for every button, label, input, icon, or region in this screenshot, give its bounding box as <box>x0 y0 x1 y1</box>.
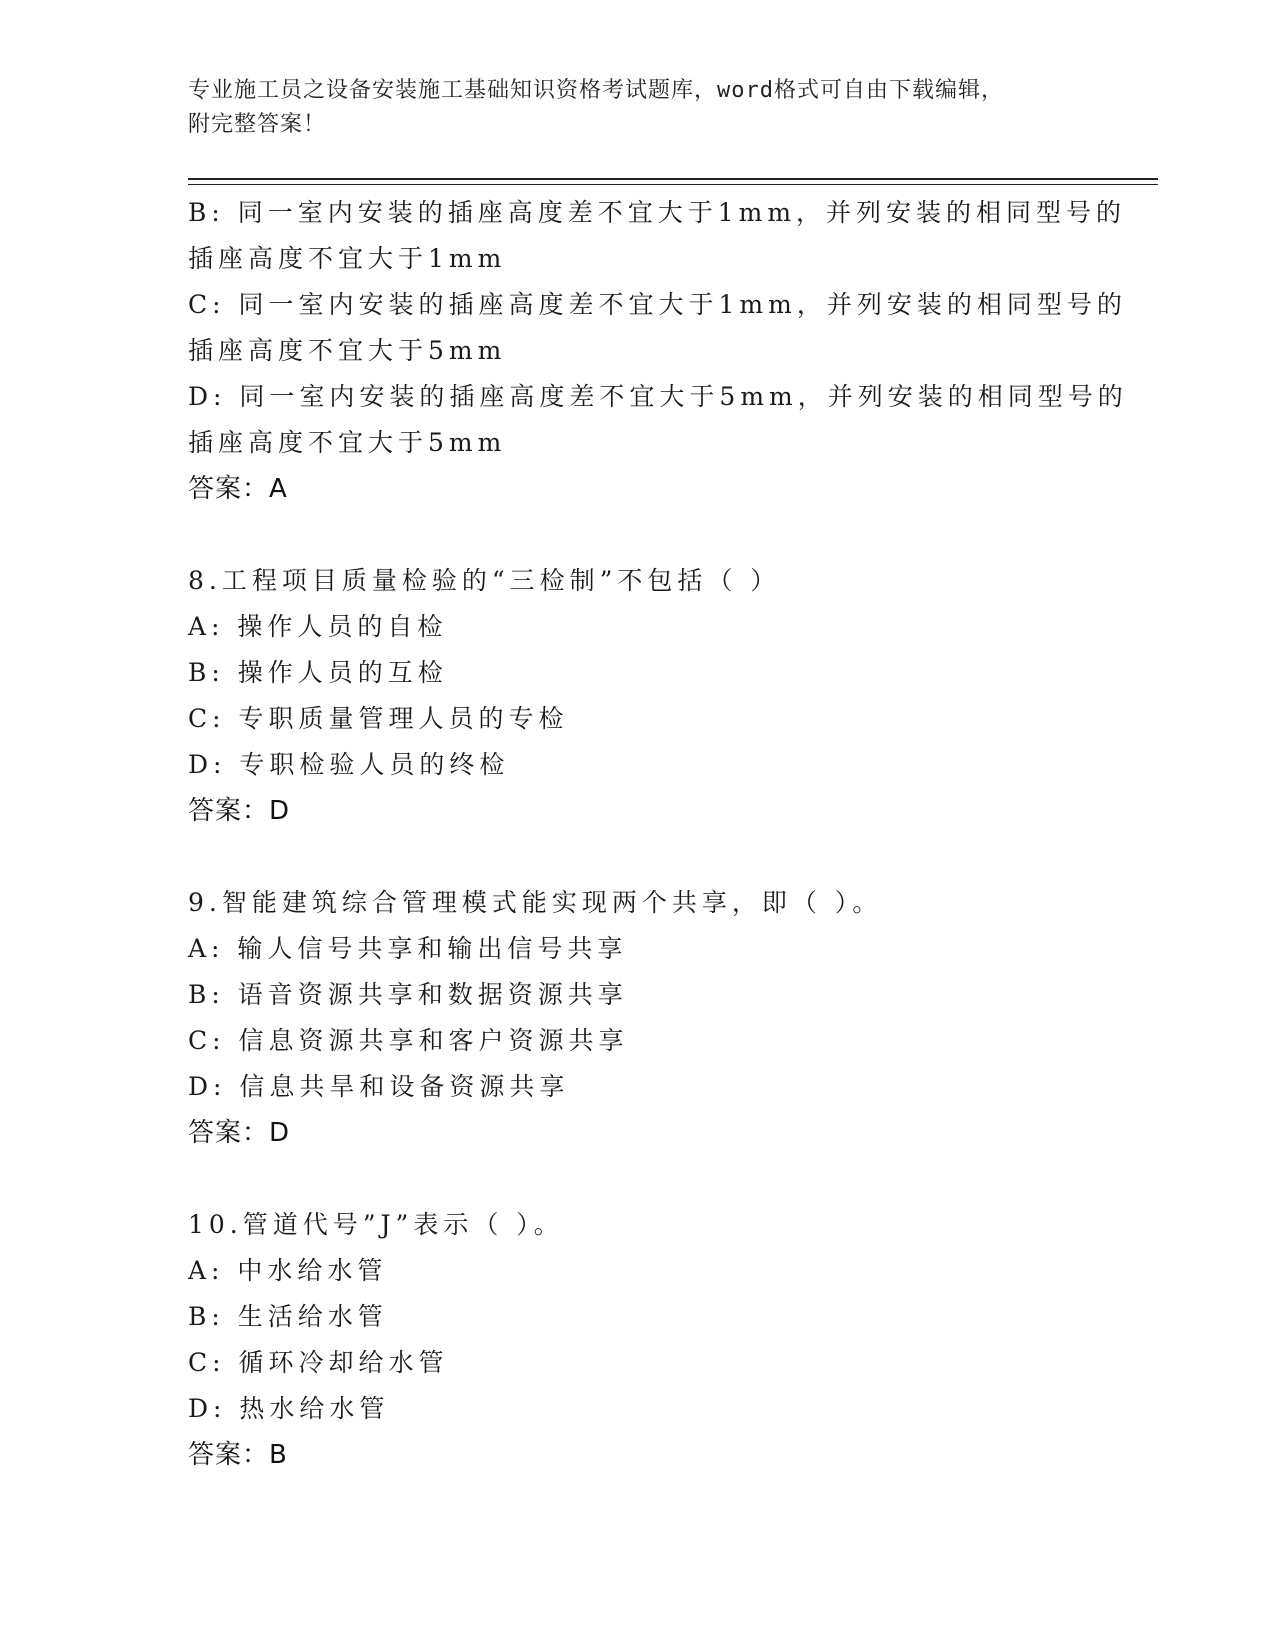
option-d: D: 专职检验人员的终检 <box>188 750 510 779</box>
question-stem: 10.管道代号”J”表示（ ）。 <box>188 1210 564 1239</box>
option-a: A: 输人信号共享和输出信号共享 <box>188 934 628 963</box>
option-c: C: 信息资源共享和客户资源共享 <box>188 1026 629 1055</box>
answer-label: 答案： <box>188 1118 270 1148</box>
question-block-10 <box>188 1202 1138 1478</box>
answer-label: 答案： <box>188 1440 270 1470</box>
question-block-9 <box>188 880 1138 1156</box>
question-block-continued <box>188 190 1138 512</box>
question-list <box>188 190 1138 1478</box>
answer-label: 答案： <box>188 796 270 826</box>
spacer <box>188 834 1138 880</box>
option-a: A: 操作人员的自检 <box>188 612 448 641</box>
option-d: D: 热水给水管 <box>188 1394 390 1423</box>
header-line-1: 专业施工员之设备安装施工基础知识资格考试题库，word格式可自由下载编辑， <box>188 78 1004 103</box>
document-header <box>188 74 1088 142</box>
answer-line <box>188 1432 1138 1478</box>
option-b: B: 语音资源共享和数据资源共享 <box>188 980 628 1009</box>
option-b: B: 生活给水管 <box>188 1302 388 1331</box>
question-stem: 9.智能建筑综合管理模式能实现两个共享，即（ ）。 <box>188 888 883 917</box>
option-c: C: 专职质量管理人员的专检 <box>188 704 569 733</box>
question-block-8 <box>188 558 1138 834</box>
option-b-line-1: B: 同一室内安装的插座高度差不宜大于1mm，并列安装的相同型号的 <box>188 198 1127 227</box>
option-c-line-1: C: 同一室内安装的插座高度差不宜大于1mm，并列安装的相同型号的 <box>188 290 1127 319</box>
header-divider-thick <box>188 178 1158 180</box>
answer-label: 答案： <box>188 474 270 504</box>
answer-line <box>188 788 1138 834</box>
option-b: B: 操作人员的互检 <box>188 658 448 687</box>
header-line-2: 附完整答案！ <box>188 112 327 137</box>
option-d: D: 信息共旱和设备资源共享 <box>188 1072 570 1101</box>
spacer <box>188 512 1138 558</box>
answer-value: B <box>269 1440 288 1470</box>
answer-value: D <box>269 1118 291 1148</box>
answer-value: A <box>269 474 288 504</box>
header-divider-thin <box>188 184 1158 185</box>
answer-value: D <box>269 796 291 826</box>
option-d-line-1: D: 同一室内安装的插座高度差不宜大于5mm，并列安装的相同型号的 <box>188 382 1128 411</box>
answer-line <box>188 1110 1138 1156</box>
option-c: C: 循环冷却给水管 <box>188 1348 449 1377</box>
option-a: A: 中水给水管 <box>188 1256 388 1285</box>
question-stem: 8.工程项目质量检验的“三检制”不包括（ ） <box>188 566 781 595</box>
option-d-line-2: 插座高度不宜大于5mm <box>188 428 507 457</box>
option-b-line-2: 插座高度不宜大于1mm <box>188 244 507 273</box>
option-c-line-2: 插座高度不宜大于5mm <box>188 336 507 365</box>
spacer <box>188 1156 1138 1202</box>
answer-line <box>188 466 1138 512</box>
